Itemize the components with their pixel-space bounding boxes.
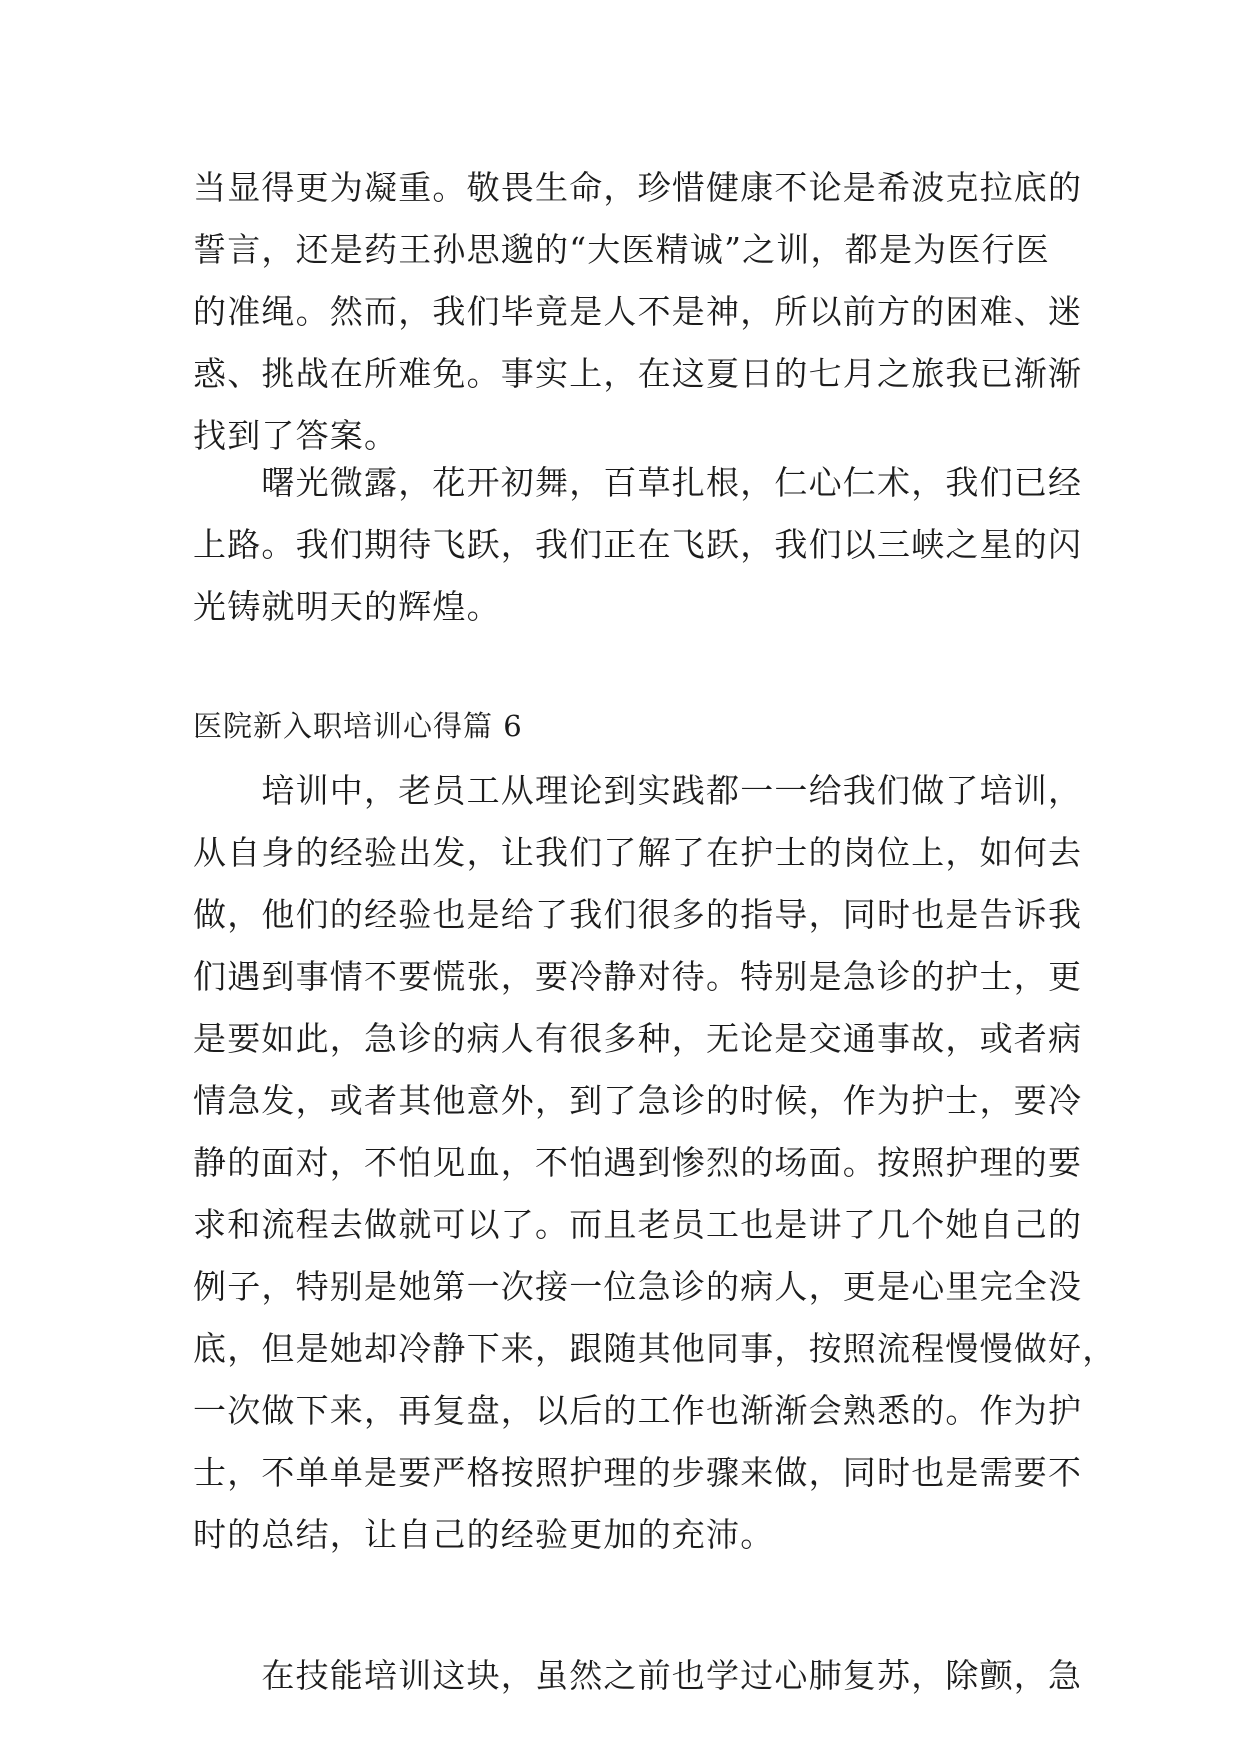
text-line: 例子，特别是她第一次接一位急诊的病人，更是心里完全没 bbox=[193, 1267, 1083, 1306]
text-line: 求和流程去做就可以了。而且老员工也是讲了几个她自己的 bbox=[193, 1205, 1083, 1244]
text-line: 从自身的经验出发，让我们了解了在护士的岗位上，如何去 bbox=[193, 833, 1083, 872]
text-line: 惑、挑战在所难免。事实上，在这夏日的七月之旅我已渐渐 bbox=[193, 354, 1083, 393]
text-line: 底，但是她却冷静下来，跟随其他同事，按照流程慢慢做好， bbox=[193, 1329, 1117, 1368]
text-line: 当显得更为凝重。敬畏生命，珍惜健康不论是希波克拉底的 bbox=[193, 168, 1083, 207]
text-line: 做，他们的经验也是给了我们很多的指导，同时也是告诉我 bbox=[193, 895, 1083, 934]
text-line: 静的面对，不怕见血，不怕遇到惨烈的场面。按照护理的要 bbox=[193, 1143, 1083, 1182]
text-line: 们遇到事情不要慌张，要冷静对待。特别是急诊的护士，更 bbox=[193, 957, 1083, 996]
heading-text: 医院新入职培训心得篇 6 bbox=[193, 709, 523, 743]
text-line: 时的总结，让自己的经验更加的充沛。 bbox=[193, 1515, 775, 1554]
paragraph-continuation bbox=[193, 157, 1083, 467]
text-line: 的准绳。然而，我们毕竟是人不是神，所以前方的困难、迷 bbox=[193, 292, 1083, 331]
text-line: 在技能培训这块，虽然之前也学过心肺复苏，除颤，急 bbox=[193, 1656, 1083, 1695]
text-line: 光铸就明天的辉煌。 bbox=[193, 587, 501, 626]
paragraph bbox=[193, 760, 1117, 1566]
text-line: 培训中，老员工从理论到实践都一一给我们做了培训， bbox=[193, 771, 1083, 810]
text-line: 找到了答案。 bbox=[193, 416, 399, 455]
paragraph bbox=[193, 452, 1083, 638]
text-line: 是要如此，急诊的病人有很多种，无论是交通事故，或者病 bbox=[193, 1019, 1083, 1058]
paragraph bbox=[193, 1645, 1083, 1707]
text-line: 上路。我们期待飞跃，我们正在飞跃，我们以三峡之星的闪 bbox=[193, 525, 1083, 564]
text-line: 誓言，还是药王孙思邈的“大医精诚”之训，都是为医行医 bbox=[193, 230, 1050, 269]
section-heading bbox=[193, 695, 1063, 757]
text-line: 士，不单单是要严格按照护理的步骤来做，同时也是需要不 bbox=[193, 1453, 1083, 1492]
text-line: 一次做下来，再复盘，以后的工作也渐渐会熟悉的。作为护 bbox=[193, 1391, 1083, 1430]
text-line: 曙光微露，花开初舞，百草扎根，仁心仁术，我们已经 bbox=[193, 463, 1083, 502]
text-line: 情急发，或者其他意外，到了急诊的时候，作为护士，要冷 bbox=[193, 1081, 1083, 1120]
